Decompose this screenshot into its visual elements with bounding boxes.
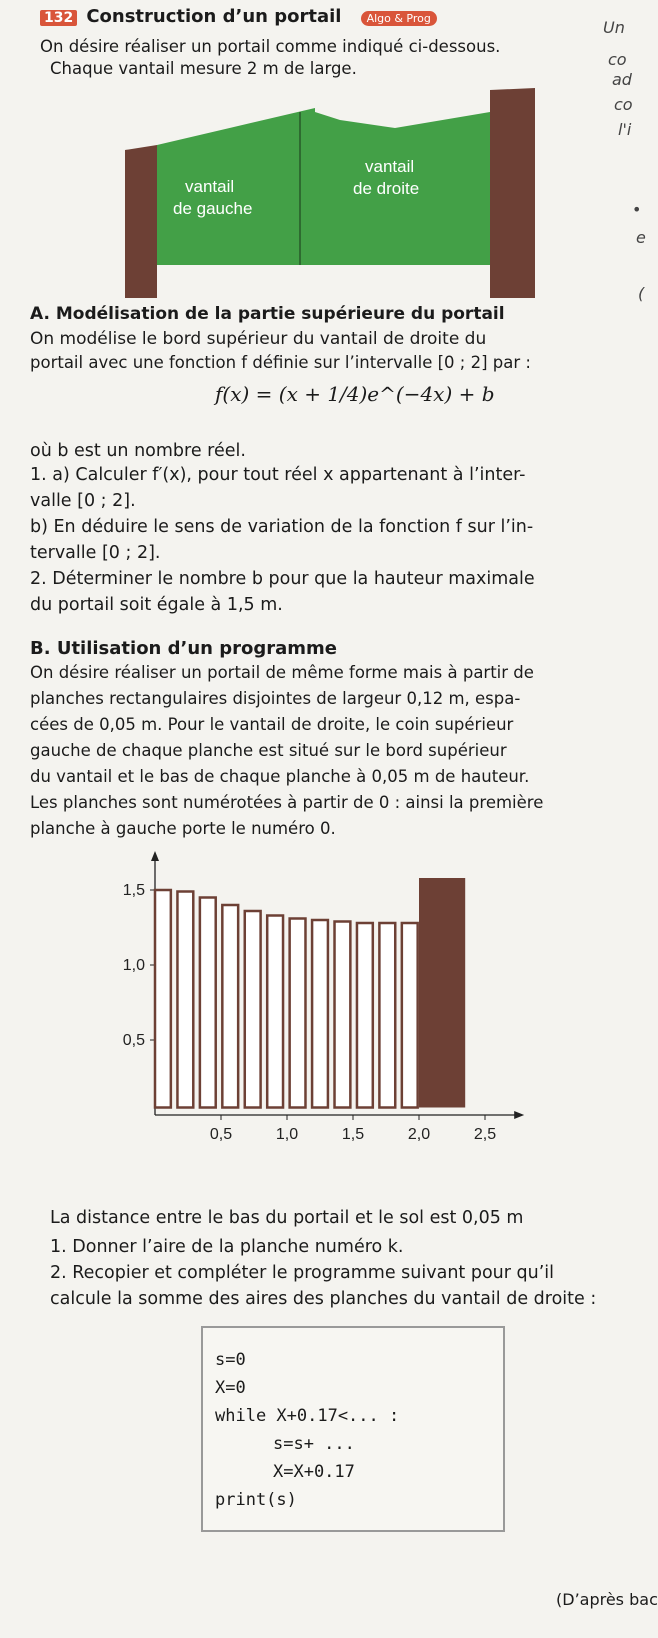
- header: [40, 6, 437, 27]
- gate-right-post: [490, 88, 535, 298]
- margin-fragment: Un: [603, 18, 625, 37]
- question-1a: 1. a) Calculer f′(x), pour tout réel x appartenant à l’inter-: [30, 465, 526, 485]
- y-tick-label: 0,5: [122, 1032, 145, 1049]
- code-box: [201, 1326, 505, 1532]
- code-line: s=0: [215, 1350, 246, 1370]
- plank-bar: [312, 920, 328, 1108]
- plank-bar: [379, 923, 395, 1108]
- right-vantail-label: vantail: [365, 157, 415, 176]
- section-b-title: B. Utilisation d’un programme: [30, 638, 338, 659]
- question-2: du portail soit égale à 1,5 m.: [30, 595, 283, 615]
- code-line: while X+0.17<... :: [215, 1406, 400, 1426]
- plank-bar: [335, 922, 351, 1108]
- plank-bar: [177, 892, 193, 1108]
- section-b-question-2: 2. Recopier et compléter le programme suivant pour qu’il: [50, 1263, 554, 1283]
- plank-bar: [222, 905, 238, 1108]
- section-b-line: gauche de chaque planche est situé sur le bord supérieur: [30, 741, 507, 760]
- question-1b: b) En déduire le sens de variation de la fonction f sur l’in-: [30, 517, 534, 537]
- intro-line-1: On désire réaliser un portail comme indiqué ci-dessous.: [40, 37, 501, 56]
- gate-post: [419, 878, 465, 1108]
- margin-fragment: e: [636, 228, 646, 247]
- exercise-title: Construction d’un portail: [86, 6, 342, 27]
- section-b-question-2: calcule la somme des aires des planches du vantail de droite :: [50, 1289, 597, 1309]
- plank-bar: [245, 911, 261, 1108]
- margin-fragment: (: [638, 284, 645, 303]
- y-tick-label: 1,0: [122, 957, 145, 974]
- x-tick-label: 1,0: [275, 1126, 299, 1143]
- section-b-line: planche à gauche porte le numéro 0.: [30, 819, 336, 838]
- function-formula: f(x) = (x + 1/4)e^(−4x) + b: [215, 382, 495, 406]
- question-1b: tervalle [0 ; 2].: [30, 543, 161, 563]
- algo-prog-badge: Algo & Prog: [361, 11, 437, 26]
- y-axis-arrow: [151, 851, 159, 861]
- plank-bar: [402, 923, 418, 1108]
- margin-fragment: l'i: [618, 120, 632, 139]
- question-2: 2. Déterminer le nombre b pour que la hauteur maximale: [30, 569, 535, 589]
- margin-fragment: co: [608, 50, 627, 69]
- section-b-question-1: 1. Donner l’aire de la planche numéro k.: [50, 1237, 404, 1257]
- plank-bar: [357, 923, 373, 1108]
- plank-chart: [110, 882, 570, 1215]
- code-line: s=s+ ...: [273, 1434, 355, 1454]
- margin-fragment: •: [632, 200, 642, 219]
- gate-figure: [95, 90, 545, 300]
- code-line: X=X+0.17: [273, 1462, 355, 1482]
- exercise-number: 132: [40, 10, 77, 26]
- x-tick-label: 0,5: [209, 1126, 233, 1143]
- code-line: print(s): [215, 1490, 297, 1510]
- gate-left-post: [125, 145, 157, 298]
- y-tick-label: 1,5: [122, 882, 145, 899]
- section-b-line: du vantail et le bas de chaque planche à 0,05 m de hauteur.: [30, 767, 530, 786]
- section-b-line: planches rectangulaires disjointes de largeur 0,12 m, espa-: [30, 689, 521, 708]
- section-a-line: On modélise le bord supérieur du vantail de droite du: [30, 329, 487, 349]
- margin-fragment: co: [614, 95, 633, 114]
- code-line: X=0: [215, 1378, 246, 1398]
- section-a-title: A. Modélisation de la partie supérieure du portail: [30, 304, 505, 324]
- plank-bar: [290, 919, 306, 1108]
- left-vantail-label: vantail: [185, 177, 235, 196]
- question-1a: valle [0 ; 2].: [30, 491, 136, 511]
- x-tick-label: 2,5: [473, 1126, 497, 1143]
- section-a-line: où b est un nombre réel.: [30, 441, 246, 461]
- source-note: (D’après bac: [556, 1590, 658, 1609]
- section-b-line: La distance entre le bas du portail et le sol est 0,05 m: [50, 1208, 524, 1228]
- x-axis-arrow: [514, 1111, 524, 1119]
- plank-bar: [200, 898, 216, 1108]
- x-tick-label: 2,0: [407, 1126, 431, 1143]
- section-b-line: On désire réaliser un portail de même forme mais à partir de: [30, 663, 534, 682]
- section-b-line: Les planches sont numérotées à partir de 0 : ainsi la première: [30, 793, 544, 812]
- plank-bar: [267, 916, 283, 1108]
- section-b-line: cées de 0,05 m. Pour le vantail de droite, le coin supérieur: [30, 715, 514, 734]
- intro-line-2: Chaque vantail mesure 2 m de large.: [50, 59, 357, 78]
- section-a-line: portail avec une fonction f définie sur l’intervalle [0 ; 2] par :: [30, 353, 531, 372]
- margin-fragment: ad: [612, 70, 632, 89]
- left-vantail-label: de gauche: [173, 199, 253, 218]
- x-tick-label: 1,5: [341, 1126, 365, 1143]
- right-vantail-label: de droite: [353, 179, 420, 198]
- plank-bar: [155, 890, 171, 1108]
